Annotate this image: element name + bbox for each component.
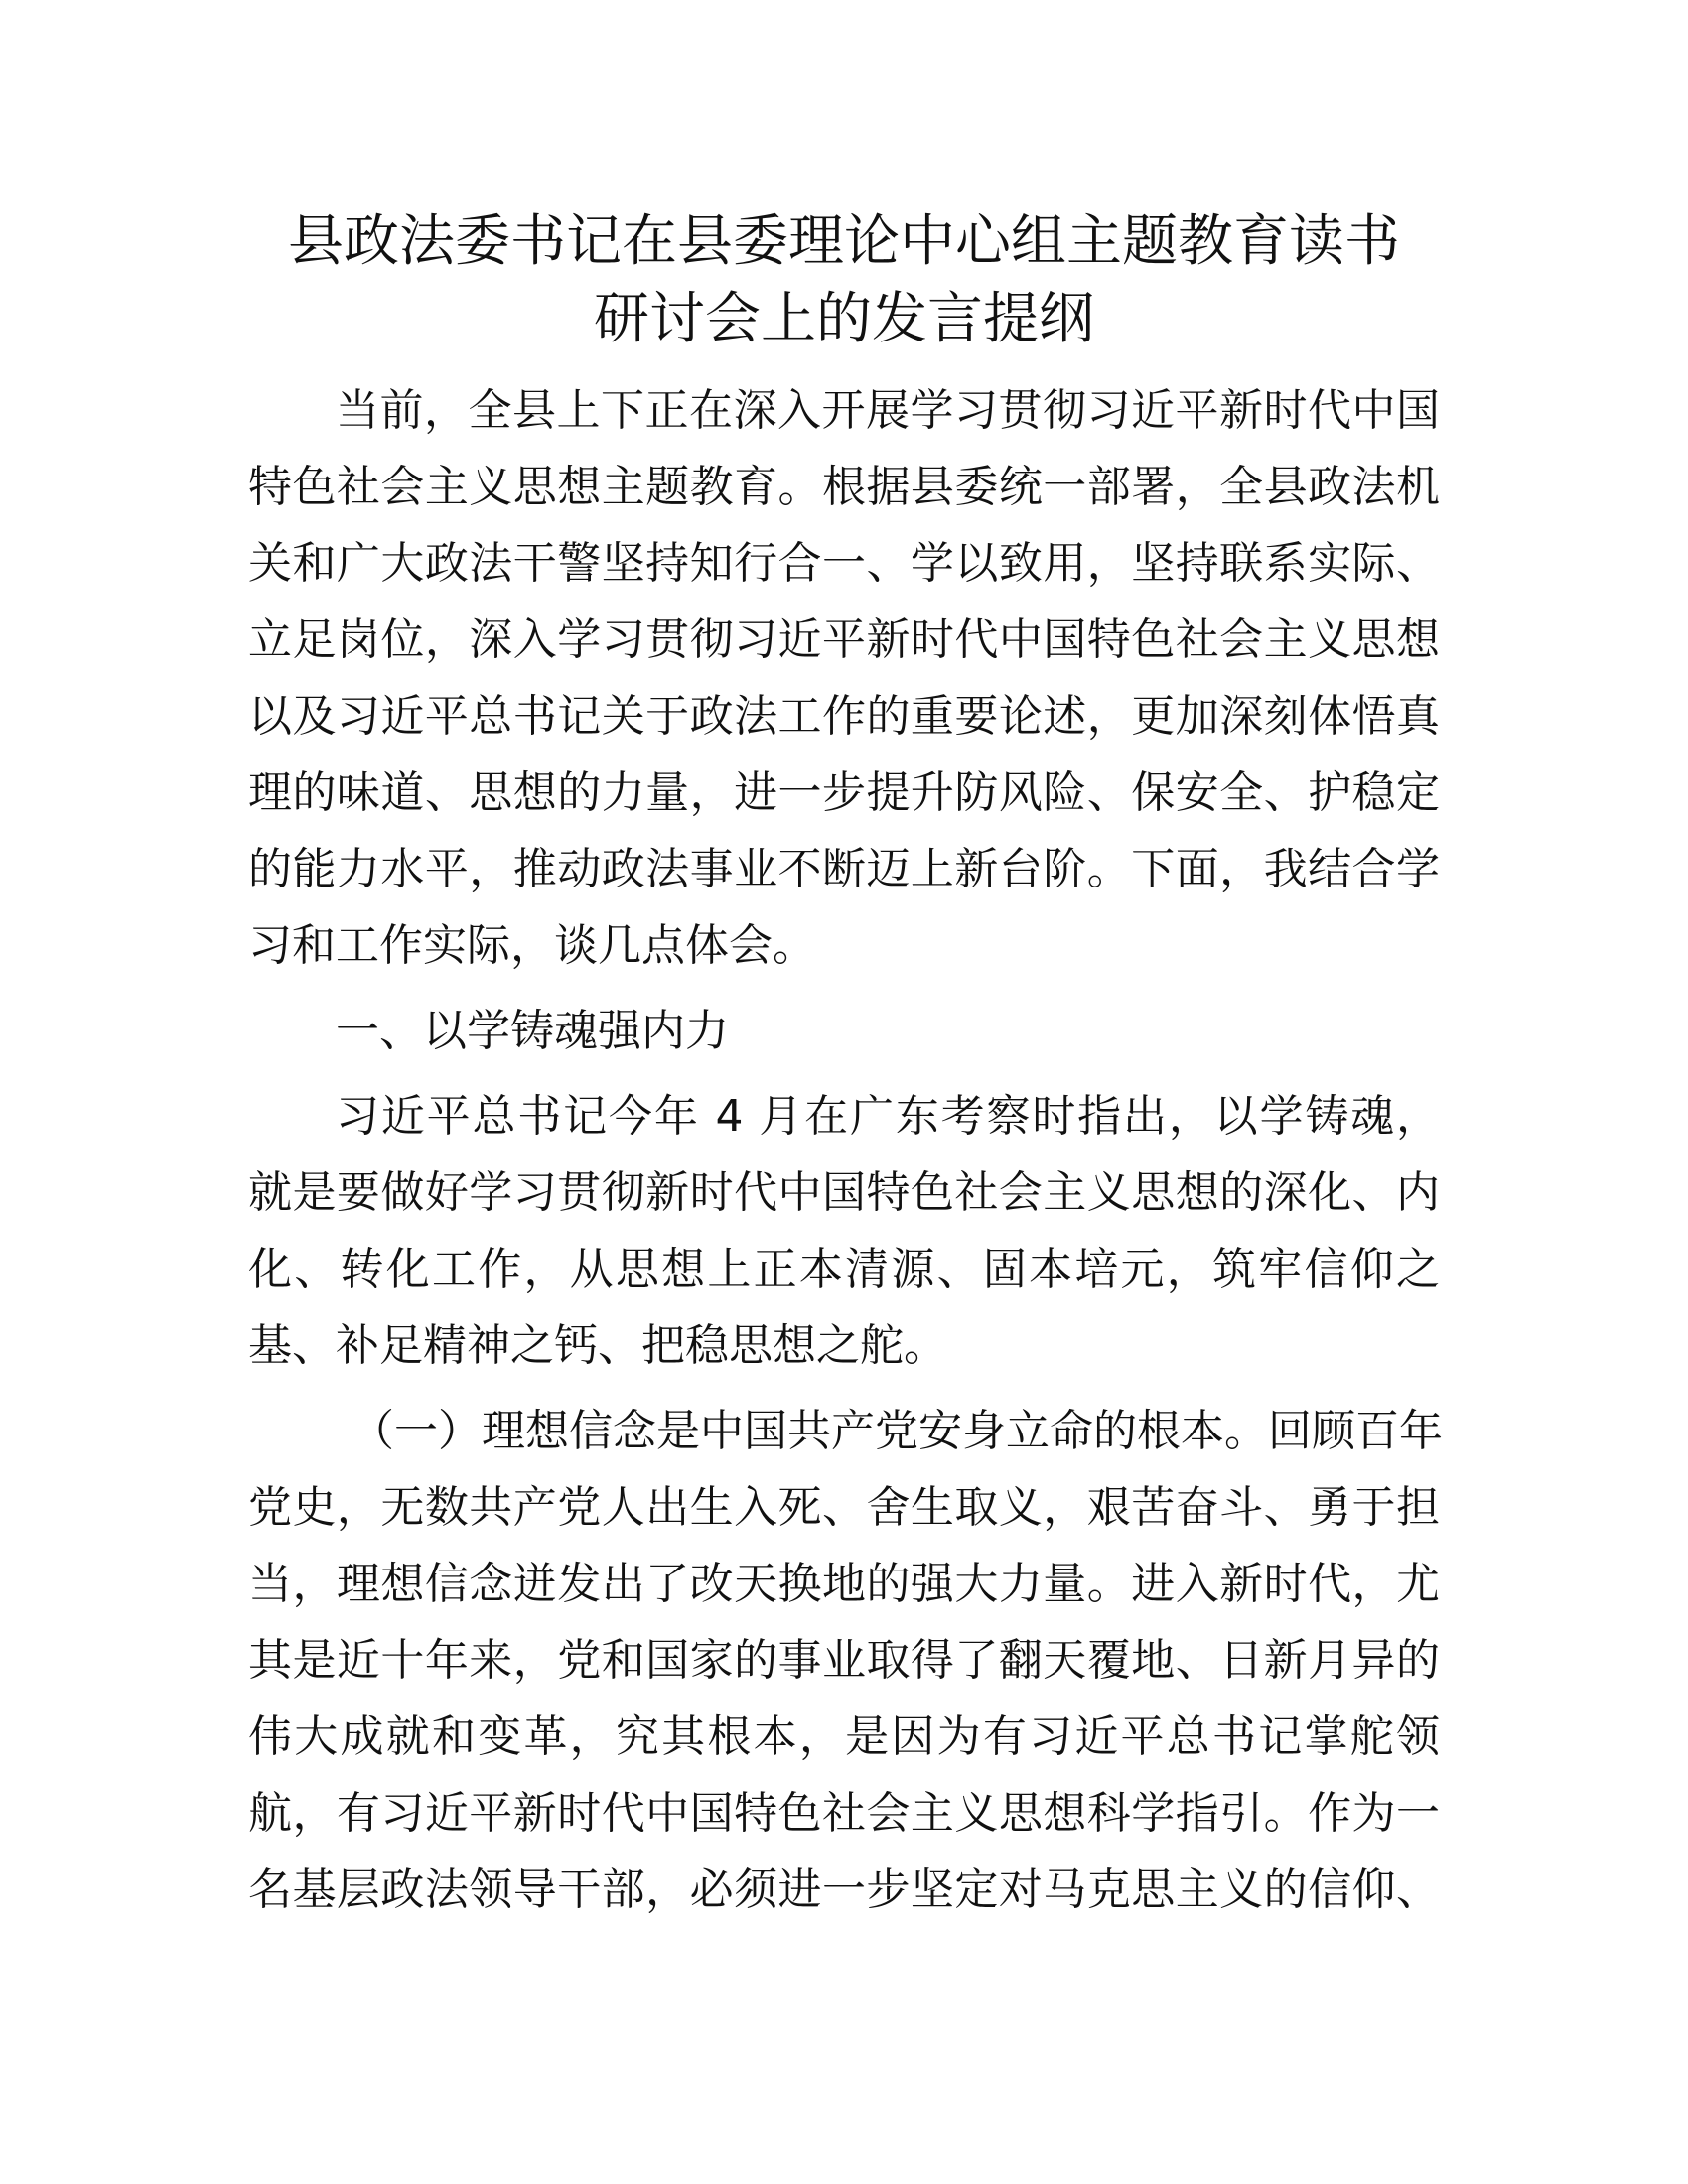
paragraph-line: （一）理想信念是中国共产党安身立命的根本。回顾百年: [351, 1406, 1443, 1456]
paragraph-line: 党史，无数共产党人出生入死、舍生取义，艰苦奋斗、勇于担: [248, 1482, 1440, 1533]
paragraph-line: 化、转化工作，从思想上正本清源、固本培元，筑牢信仰之: [248, 1244, 1440, 1295]
paragraph-line: 伟大成就和变革，究其根本，是因为有习近平总书记掌舵领: [248, 1711, 1440, 1762]
paragraph-line: 航，有习近平新时代中国特色社会主义思想科学指引。作为一: [248, 1788, 1440, 1839]
document-title-line-2: 研讨会上的发言提纲: [594, 287, 1094, 351]
paragraph-line: 的能力水平，推动政法事业不断迈上新台阶。下面，我结合学: [248, 844, 1440, 894]
paragraph-line: 基、补足精神之钙、把稳思想之舵。: [248, 1320, 947, 1371]
paragraph-line: 立足岗位，深入学习贯彻习近平新时代中国特色社会主义思想: [248, 614, 1440, 665]
paragraph-line: 习和工作实际，谈几点体会。: [248, 920, 816, 971]
paragraph-line: 当前，全县上下正在深入开展学习贯彻习近平新时代中国: [336, 385, 1440, 436]
paragraph-line: 名基层政法领导干部，必须进一步坚定对马克思主义的信仰、: [248, 1864, 1440, 1915]
paragraph-line: 特色社会主义思想主题教育。根据县委统一部署，全县政法机: [248, 462, 1440, 512]
paragraph-line: 理的味道、思想的力量，进一步提升防风险、保安全、护稳定: [248, 767, 1440, 818]
paragraph-line: 习近平总书记今年 4 月在广东考察时指出，以学铸魂，: [336, 1091, 1440, 1142]
paragraph-line: 关和广大政法干警坚持知行合一、学以致用，坚持联系实际、: [248, 538, 1440, 589]
document-title-line-1: 县政法委书记在县委理论中心组主题教育读书: [288, 209, 1400, 274]
paragraph-line: 当，理想信念迸发出了改天换地的强大力量。进入新时代，尤: [248, 1559, 1440, 1609]
paragraph-line: 以及习近平总书记关于政法工作的重要论述，更加深刻体悟真: [248, 691, 1440, 742]
paragraph-line: 就是要做好学习贯彻新时代中国特色社会主义思想的深化、内: [248, 1167, 1440, 1218]
paragraph-line: 其是近十年来，党和国家的事业取得了翻天覆地、日新月异的: [248, 1635, 1440, 1686]
section-heading-text: 一、以学铸魂强内力: [336, 1006, 729, 1056]
